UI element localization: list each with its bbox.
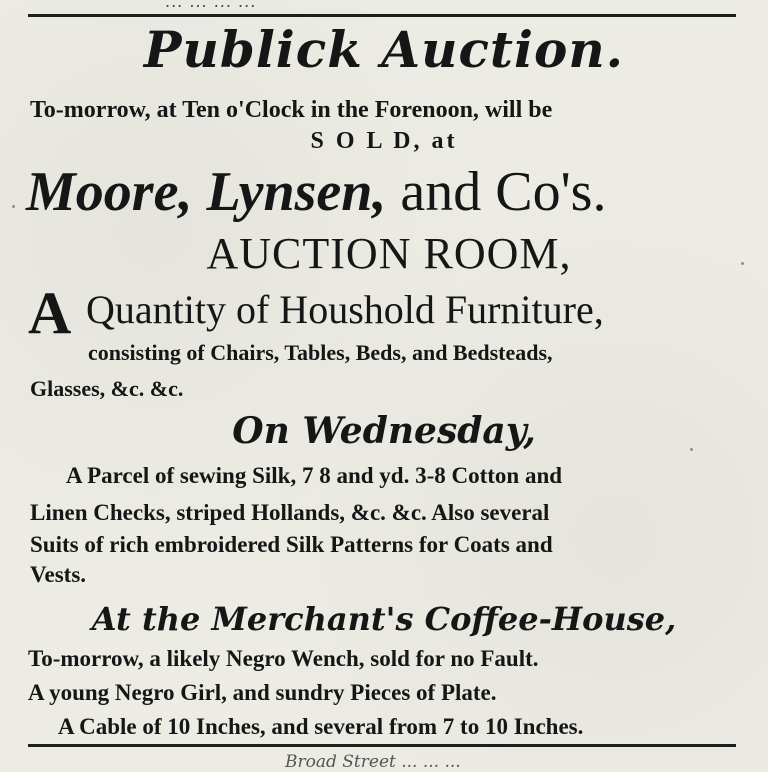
auction-room-heading: AUCTION ROOM, xyxy=(206,229,572,278)
advert-title: Publick Auction. xyxy=(143,20,625,79)
wednesday-line-3: Suits of rich embroidered Silk Patterns for Coats and xyxy=(30,532,553,557)
wednesday-line-1: A Parcel of sewing Silk, 7 8 and yd. 3-8 Cotton and xyxy=(66,463,563,488)
top-rule xyxy=(28,14,736,17)
furniture-heading: Quantity of Houshold Furniture, xyxy=(86,287,604,332)
intro-line: To-morrow, at Ten o'Clock in the Forenoon, will be xyxy=(30,97,553,123)
coffee-house-heading: At the Merchant's Coffee-House, xyxy=(91,600,677,638)
sold-line: S O L D, at xyxy=(310,128,458,154)
wednesday-heading: On Wednesday, xyxy=(232,410,536,452)
merchant-name-2: Lynsen, xyxy=(206,161,387,223)
merchant-name-1: Moore, xyxy=(26,161,193,223)
wednesday-line-2: Linen Checks, striped Hollands, &c. &c. Also several xyxy=(30,500,550,525)
drop-cap: A xyxy=(28,280,72,346)
furniture-detail-line: consisting of Chairs, Tables, Beds, and Bedsteads, xyxy=(88,340,553,365)
print-speck xyxy=(741,262,744,265)
coffee-line-3: A Cable of 10 Inches, and several from 7 to 10 Inches. xyxy=(58,714,584,739)
merchant-name xyxy=(26,160,606,224)
print-speck xyxy=(12,205,15,208)
wednesday-line-4: Vests. xyxy=(30,562,87,587)
bottom-rule xyxy=(28,744,736,747)
cropped-header-text: ... ... ... ... xyxy=(165,0,257,11)
coffee-line-2: A young Negro Girl, and sundry Pieces of Plate. xyxy=(28,680,497,705)
merchant-name-3: and Co's. xyxy=(400,161,607,223)
furniture-detail-line-2: Glasses, &c. &c. xyxy=(30,376,184,401)
cropped-footer-text: Broad Street ... ... ... xyxy=(285,752,461,772)
print-speck xyxy=(690,448,693,451)
coffee-line-1: To-morrow, a likely Negro Wench, sold for no Fault. xyxy=(28,646,539,671)
